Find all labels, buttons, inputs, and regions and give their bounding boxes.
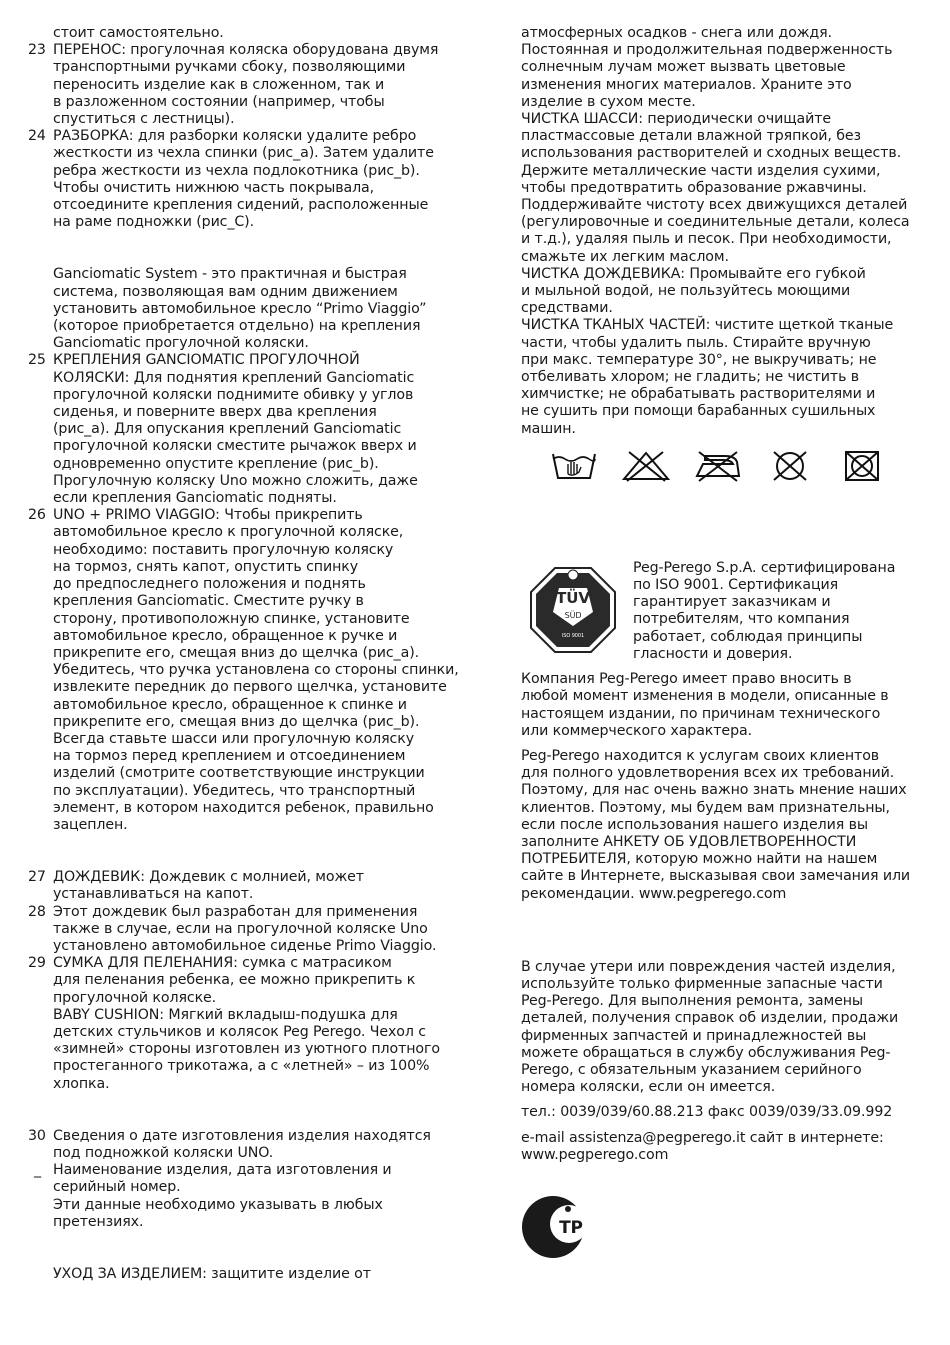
section-text: Этот дождевик был разработан для применения также в случае, если на прогулочной коляске Uno установлено автомобильное сиденье Primo Viaggio. — [53, 903, 437, 954]
care-continued-text: атмосферных осадков - снега или дождя. Постоянная и продолжительная подверженность солнечным лучам может вызвать цветовые изменения многих материалов. Храните это изделие в сухом месте. ЧИСТКА ШАССИ: периодически очищайте пластмассовые детали влажной тряпкой, без использования растворителей и сходных веществ. Держите металлические части изделия сухими, чтобы предотвратить образование ржавчины. Поддерживайте чистоту всех движущихся деталей (регулировочные и соединительные детали, колеса и т.д.), удаляя пыль и песок. При необходимости, смажьте их легким маслом. ЧИСТКА ДОЖДЕВИКА: Промывайте его губкой и мыльной водой, не пользуйтесь моющими средствами. ЧИСТКА ТКАНЫХ ЧАСТЕЙ: чистите щеткой тканые части, чтобы удалить пыль. Стирайте вручную при макс. температуре 30°, не выкручивать; не отбеливать хлором; не гладить; не чистить в химчистке; не обрабатывать растворителями и не сушить при помощи барабанных сушильных машин. — [521, 25, 910, 437]
section-number: 24 — [28, 128, 46, 145]
section-28 — [28, 904, 468, 956]
section-number: 28 — [28, 903, 46, 920]
section-27 — [28, 869, 468, 903]
section-marker: _ — [34, 1162, 41, 1179]
care-heading-text: УХОД ЗА ИЗДЕЛИЕМ: защитите изделие от — [53, 1266, 371, 1282]
section-number: 26 — [28, 507, 46, 524]
section-29 — [28, 955, 468, 1093]
section-number: 23 — [28, 42, 46, 59]
section-text: КРЕПЛЕНИЯ GANCIOMATIC ПРОГУЛОЧНОЙ КОЛЯСКИ: Для поднятия креплений Ganciomatic прогулочной коляски поднимите обивку у углов сиденья, и поверните вверх два крепления (рис_a). Для опускания креплений Ganciomatic прогулочной коляски сместите рычажок вверх и одновременно опустите крепление (рис_b). Прогулочную коляску Uno можно сложить, даже если крепления Ganciomatic подняты. — [53, 352, 418, 507]
section-number: 30 — [28, 1127, 46, 1144]
gost-logo-text: ТР — [559, 1217, 583, 1238]
intro-paragraph — [28, 25, 468, 42]
tuv-logo-text: TÜV — [556, 588, 590, 607]
no-tumble-dry-icon — [837, 450, 887, 482]
section-number: 27 — [28, 869, 46, 886]
section-text: ПЕРЕНОС: прогулочная коляска оборудована двумя транспортными ручками сбоку, позволяющими переносить изделие как в сложенном, так и в разложенном состоянии (например, чтобы спуститься с лестницы). — [53, 42, 439, 128]
section-30-product-info — [28, 1162, 468, 1231]
customer-service-text: Peg-Perego находится к услугам своих клиентов для полного удовлетворения всех их требований. Поэтому, для нас очень важно знать мнение наших клиентов. Поэтому, мы будем вам признательны, если после использования нашего изделия вы заполните АНКЕТУ ОБ УДОВЛЕТВОРЕННОСТИ ПОТРЕБИТЕЛЯ, которую можно найти на нашем сайте в Интернете, высказывая свои замечания или рекомендации. www.pegperego.com — [521, 747, 911, 902]
certification-block — [521, 560, 931, 663]
right-column — [521, 25, 931, 1267]
section-text: СУМКА ДЛЯ ПЕЛЕНАНИЯ: сумка с матрасиком для пеленания ребенка, ее можно прикрепить к прогулочной коляске. BABY CUSHION: Мягкий вкладыш-подушка для детских стульчиков и колясок Peg Perego. Чехол с «зимней» стороны изготовлен из уютного плотного простеганного трикотажа, а с «летней» – из 100% хлопка. — [53, 955, 440, 1092]
section-30 — [28, 1128, 468, 1162]
rights-text: Компания Peg-Perego имеет право вносить в любой момент изменения в модели, описанные в настоящем издании, по причинам технического или коммерческого характера. — [521, 671, 889, 739]
section-26 — [28, 507, 468, 834]
tuv-logo — [529, 566, 617, 654]
section-24 — [28, 128, 468, 231]
gost-logo — [521, 1192, 931, 1267]
certification-text: Peg-Perego S.p.A. сертифицирована по ISO 9001. Сертификация гарантирует заказчикам и потребителям, что компания работает, соблюдая принципы гласности и доверия. — [633, 559, 896, 662]
tuv-logo-iso: ISO 9001 — [561, 632, 585, 639]
section-text: UNO + PRIMO VIAGGIO: Чтобы прикрепить автомобильное кресло к прогулочной коляске, необходимо: поставить прогулочную коляску на тормоз, снять капот, опустить спинку до предпоследнего положения и поднять крепления Ganciomatic. Сместите ручку в сторону, противоположную спинке, установите автомобильное кресло, обращенное к ручке и прикрепите его, смещая вниз до щелчка (рис_a). Убедитесь, что ручка установлена со стороны спинки, извлеките передник до первого щелчка, установите автомобильное кресло, обращенное к спинке и прикрепите его, смещая вниз до щелчка (рис_b). Всегда ставьте шасси или прогулочную коляску на тормоз перед креплением и отсоединением изделий (смотрите соответствующие инструкции по эксплуатации). Убедитесь, что транспортный элемент, в котором находится ребенок, правильно зацеплен. — [53, 507, 459, 833]
no-iron-icon — [693, 450, 743, 482]
section-23 — [28, 42, 468, 128]
section-text: Сведения о дате изготовления изделия находятся под подножкой коляски UNO. — [53, 1127, 431, 1161]
section-number: 25 — [28, 352, 46, 369]
left-column — [28, 25, 468, 1283]
contact-text: e-mail assistenza@pegperego.it сайт в интернете: www.pegperego.com — [521, 1129, 884, 1163]
care-symbols — [521, 450, 931, 482]
section-number: 29 — [28, 955, 46, 972]
tuv-logo-sub: SÜD — [564, 610, 582, 620]
spare-parts-text: В случае утери или повреждения частей изделия, используйте только фирменные запасные части Peg-Perego. Для выполнения ремонта, замены деталей, получения справок об изделии, продажи фирменных запчастей и принадлежностей вы можете обращаться в службу обслуживания Peg- Perego, с обязательным указанием серийного номера коляски, если он имеется. — [521, 958, 899, 1096]
hand-wash-icon — [549, 450, 599, 482]
section-text: Наименование изделия, дата изготовления и серийный номер. Эти данные необходимо указывать в любых претензиях. — [53, 1162, 392, 1230]
no-dry-clean-icon — [765, 450, 815, 482]
section-text: ДОЖДЕВИК: Дождевик с молнией, может устанавливаться на капот. — [53, 869, 364, 903]
intro-text: стоит самостоятельно. — [53, 25, 224, 41]
no-bleach-icon — [621, 450, 671, 482]
phone-fax-text: тел.: 0039/039/60.88.213 факс 0039/039/33.09.992 — [521, 1104, 893, 1121]
section-text: РАЗБОРКА: для разборки коляски удалите ребро жесткости из чехла спинки (рис_a). Затем удалите ребра жесткости из чехла подлокотника (рис_b). Чтобы очистить нижнюю часть покрывала, отсоедините крепления сидений, расположенные на раме подножки (рис_C). — [53, 128, 434, 231]
ganciomatic-intro: Ganciomatic System - это практичная и быстрая система, позволяющая вам одним движением установить автомобильное кресло “Primo Viaggio” (которое приобретается отдельно) на крепления Ganciomatic прогулочной коляски. — [53, 266, 427, 352]
section-25 — [28, 352, 468, 507]
